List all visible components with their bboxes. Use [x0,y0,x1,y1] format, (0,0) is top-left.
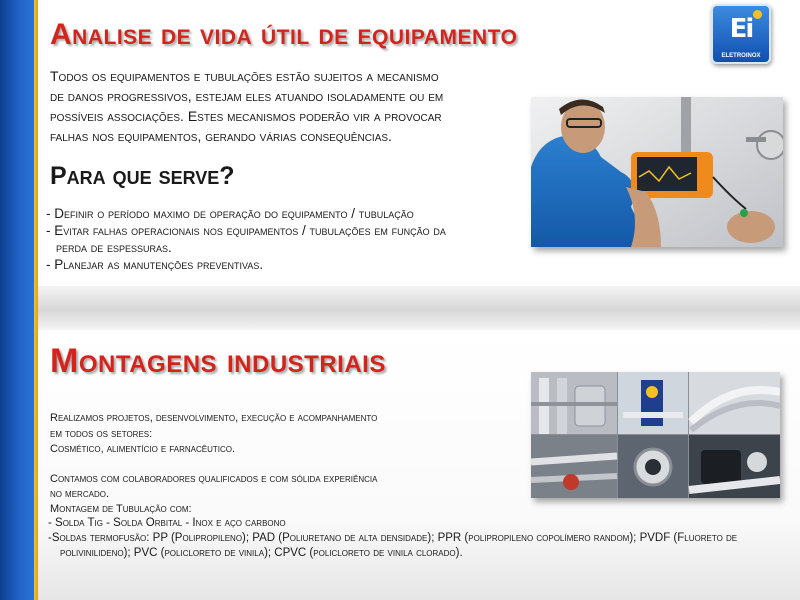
industrial-piping-collage [531,372,780,498]
section1-title: Analise de vida útil de equipamento [50,18,518,51]
section-separator [38,286,800,330]
logo-mark: Ei [729,14,753,44]
section1-subtitle: Para que serve? [50,162,235,190]
section2-paragraph1 [50,411,430,458]
left-blue-bar [0,0,34,600]
intro-line: possíveis associações. Estes mecanismos poderão vir a provocar [50,108,442,124]
paragraph-line: Realizamos projetos, desenvolvimento, execução e acompanhamento [50,412,378,424]
eletroinox-logo [711,4,771,64]
paragraph-line: no mercado. [50,488,110,500]
paragraph-line: Contamos com colaboradores qualificados e com sólida experiência [50,473,378,485]
purpose-list [46,205,466,273]
intro-line: de danos progressivos, estejam eles atuando isoladamente ou em [50,88,444,104]
technician-inspection-photo [531,97,783,247]
page-content [38,0,800,600]
list-item: - Solda Tig - Solda Orbital - Inox e aço carbono [48,517,286,529]
section2-title: Montagens industriais [50,342,386,380]
paragraph-line: Montagem de Tubulação com: [50,503,192,515]
list-item: -Soldas termofusão: PP (Polipropileno); PAD (Poliuretano de alta densidade); PPR (polipropileno copolímero random); PVDF (Fluoreto de polivinilideno); PVC (policloreto de vinila); CPVC (policloreto de vinila clorado). [48,532,738,559]
intro-line: Todos os equipamentos e tubulações estão sujeitos a mecanismo [50,68,439,84]
list-item: - Evitar falhas operacionais nos equipamentos / tubulações em função da perda de espessuras. [46,223,446,255]
welding-list [48,516,738,561]
list-item: - Definir o período maximo de operação do equipamento / tubulação [46,206,414,221]
section1-intro [50,66,470,146]
technician-illustration [531,97,783,247]
list-item: - Planejar as manutenções preventivas. [46,257,264,272]
paragraph-line: em todos os setores: [50,427,153,440]
section2-paragraph2 [50,472,430,517]
piping-collage-illustration [531,372,780,498]
intro-line: falhas nos equipamentos, gerando várias consequências. [50,128,392,144]
logo-label: ELETROINOX [721,53,761,59]
paragraph-line: Cosmético, alimentício e farnacêutico. [50,443,236,455]
